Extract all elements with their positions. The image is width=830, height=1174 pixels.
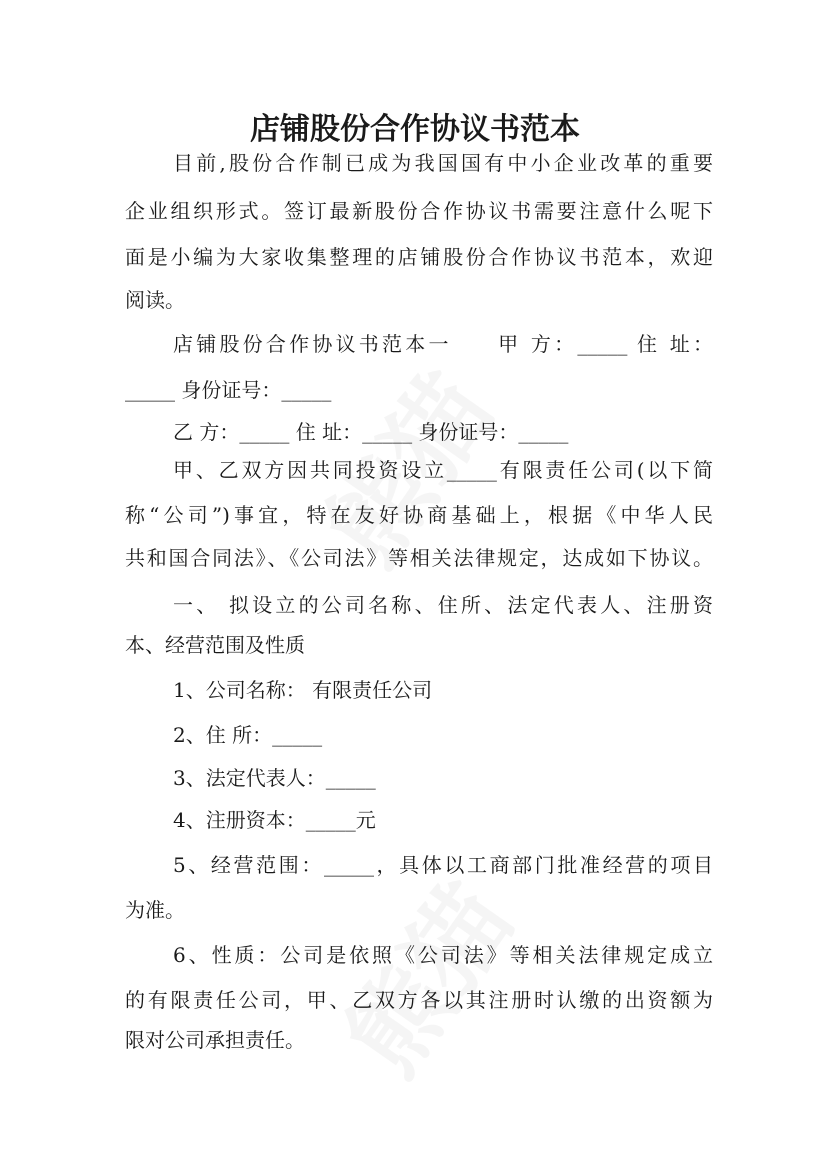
text-line: 6、性质：公司是依照《公司法》等相关法律规定成立 [173,943,713,967]
text-line: 共和国合同法》、《公司法》等相关法律规定，达成如下协议。 [125,546,713,570]
text-line: 5、经营范围：_____，具体以工商部门批准经营的项目 [173,853,713,877]
document-title: 店铺股份合作协议书范本 [250,112,580,147]
text-line: 称“公司”)事宜，特在友好协商基础上，根据《中华人民 [125,503,713,527]
text-line: 阅读。 [125,288,185,312]
text-line: 目前,股份合作制已成为我国国有中小企业改革的重要 [173,151,713,175]
text-line: 4、注册资本：_____元 [173,808,376,832]
text-line: 3、法定代表人：_____ [173,766,376,790]
text-line: 本、经营范围及性质 [125,633,305,657]
text-line: 的有限责任公司，甲、乙双方各以其注册时认缴的出资额为 [125,988,713,1012]
text-line: 店铺股份合作协议书范本一 甲 方：_____ 住 址： [173,332,713,356]
text-line: 为准。 [125,898,185,922]
text-line: 限对公司承担责任。 [125,1028,305,1052]
text-line: 2、住 所：_____ [173,723,323,747]
text-line: 企业组织形式。签订最新股份合作协议书需要注意什么呢下 [125,199,713,223]
text-line: _____ 身份证号：_____ [125,378,332,402]
text-line: 面是小编为大家收集整理的店铺股份合作协议书范本，欢迎 [125,245,713,269]
text-line: 1、公司名称： 有限责任公司 [173,678,433,702]
text-line: 一、 拟设立的公司名称、住所、法定代表人、注册资 [173,593,713,617]
text-line: 乙 方：_____ 住 址：_____ 身份证号：_____ [173,420,569,444]
text-line: 甲、乙双方因共同投资设立_____有限责任公司(以下简 [173,458,713,482]
